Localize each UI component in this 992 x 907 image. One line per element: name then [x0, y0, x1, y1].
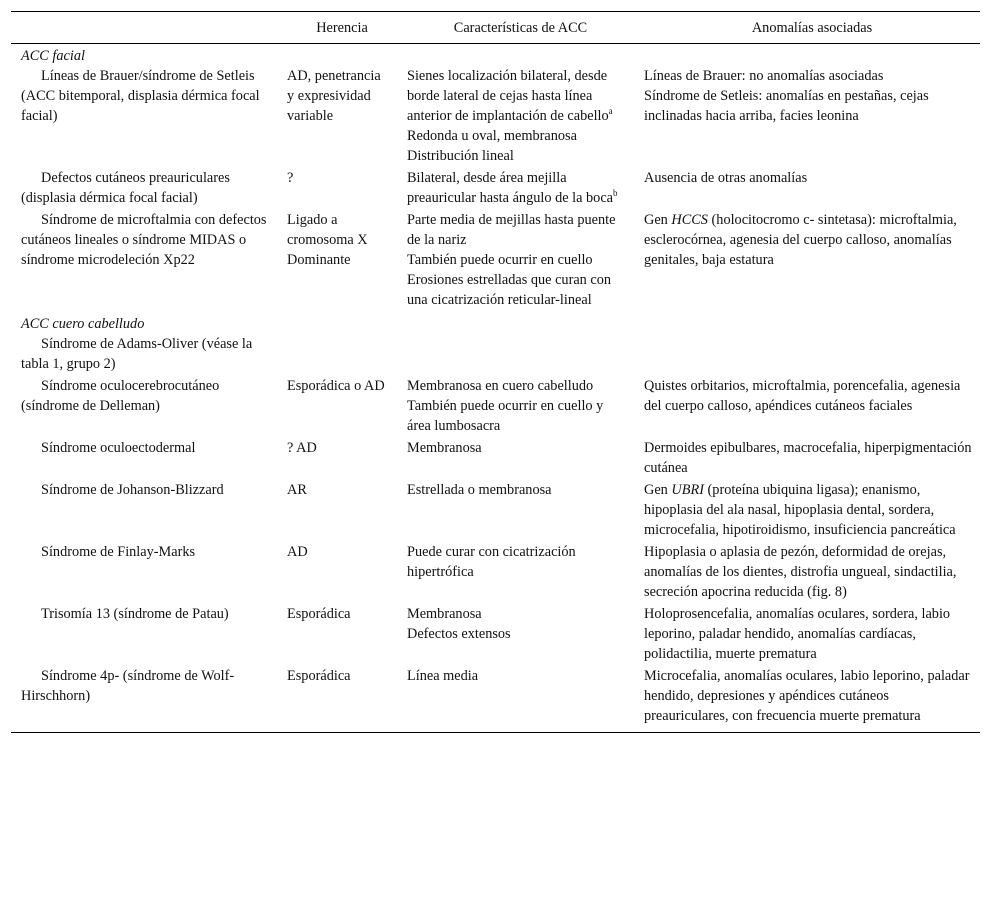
table-row: [11, 542, 980, 604]
caracteristicas-cell: [397, 334, 634, 376]
syndrome-name: Síndrome de Finlay-Marks: [41, 544, 196, 560]
caracteristica-text: Redonda u oval, membranosa: [407, 128, 577, 144]
anomalias-cell: [634, 376, 980, 438]
caracteristica-line: [407, 542, 626, 582]
anomalias-cell: [634, 334, 980, 376]
gene-description: (proteína ubiquina ligasa); enanismo, hipoplasia del ala nasal, hipoplasia dental, sordera, microcefalia, hipotiroidismo, insuficiencia pancreática: [644, 482, 956, 538]
caracteristica-line: [407, 66, 626, 126]
syndrome-name: Síndrome 4p- (síndrome de Wolf-Hirschhorn): [11, 666, 277, 733]
herencia-cell: Ligado a cromosoma X Dominante: [287, 212, 368, 268]
header-row: [11, 12, 980, 44]
caracteristica-text: También puede ocurrir en cuello: [407, 252, 593, 268]
caracteristicas-cell: [397, 666, 634, 733]
anomalias-cell: [634, 480, 980, 542]
caracteristicas-cell: [397, 438, 634, 480]
syndrome-name: Síndrome de microftalmia con defectos cutáneos lineales o síndrome MIDAS o síndrome microdeleción Xp22: [21, 212, 267, 268]
anomalia-line: Ausencia de otras anomalías: [644, 170, 808, 186]
anomalias-cell: [634, 666, 980, 733]
caracteristica-text: Membranosa: [407, 606, 482, 622]
caracteristica-text: Membranosa: [407, 440, 482, 456]
syndrome-name: Síndrome de Johanson-Blizzard: [41, 482, 224, 498]
caracteristica-text: Erosiones estrelladas que curan con una cicatrización reticular-lineal: [407, 272, 612, 308]
header-cell-name: [11, 12, 277, 44]
section-title: ACC facial: [21, 48, 85, 64]
caracteristica-line: [407, 168, 626, 208]
caracteristica-line: [407, 126, 626, 146]
caracteristica-text: Membranosa en cuero cabelludo: [407, 378, 594, 394]
caracteristica-text: Bilateral, desde área mejilla preauricular hasta ángulo de la boca: [407, 170, 614, 206]
caracteristica-line: [407, 250, 626, 270]
caracteristica-text: También puede ocurrir en cuello y área lumbosacra: [407, 398, 604, 434]
syndrome-name: Trisomía 13 (síndrome de Patau): [41, 606, 229, 622]
herencia-cell: Esporádica: [277, 666, 397, 733]
gene-name: UBRI: [671, 482, 704, 498]
header-cell-caracteristicas: Características de ACC: [397, 12, 634, 44]
anomalias-cell: [634, 66, 980, 168]
caracteristicas-cell: [397, 604, 634, 666]
table-row: [11, 666, 980, 733]
table-row: [11, 480, 980, 542]
caracteristicas-cell: [397, 168, 634, 210]
herencia-cell: AR: [287, 482, 307, 498]
caracteristica-text: Estrellada o membranosa: [407, 482, 552, 498]
acc-table: [11, 11, 980, 733]
caracteristica-line: [407, 604, 626, 624]
caracteristica-text: Sienes localización bilateral, desde borde lateral de cejas hasta línea anterior de implantación de cabello: [407, 68, 609, 124]
caracteristica-text: Puede curar con cicatrización hipertrófica: [407, 544, 576, 580]
section-title: ACC cuero cabelludo: [21, 316, 145, 332]
anomalia-line: [644, 210, 972, 270]
gene-name: HCCS: [671, 212, 708, 228]
caracteristicas-cell: [397, 376, 634, 438]
gene-prefix: Gen: [644, 482, 668, 498]
caracteristica-line: [407, 396, 626, 436]
table-row: [11, 334, 980, 376]
herencia-cell: AD: [287, 544, 308, 560]
caracteristica-text: Distribución lineal: [407, 148, 514, 164]
caracteristica-line: [407, 210, 626, 250]
herencia-cell: AD, penetrancia y expresividad variable: [287, 68, 381, 124]
caracteristica-line: [407, 666, 626, 686]
caracteristicas-cell: [397, 210, 634, 312]
caracteristica-text: Línea media: [407, 668, 479, 684]
header-cell-herencia: Herencia: [277, 12, 397, 44]
herencia-cell: Esporádica o AD: [287, 378, 385, 394]
caracteristica-line: [407, 376, 626, 396]
gene-prefix: Gen: [644, 212, 668, 228]
footnote-mark: b: [613, 188, 618, 199]
herencia-cell: [277, 334, 397, 376]
anomalia-line: [644, 480, 972, 540]
caracteristica-line: [407, 270, 626, 310]
caracteristica-text: Defectos extensos: [407, 626, 511, 642]
syndrome-name: Defectos cutáneos preauriculares (displasia dérmica focal facial): [21, 170, 230, 206]
herencia-cell: ?: [287, 170, 294, 186]
anomalia-line: Síndrome de Setleis: anomalías en pestañas, cejas inclinadas hacia arriba, facies leonina: [644, 88, 929, 124]
anomalias-cell: [634, 210, 980, 312]
caracteristica-line: [407, 438, 626, 458]
anomalia-line: Líneas de Brauer: no anomalías asociadas: [644, 68, 884, 84]
herencia-cell: ? AD: [287, 440, 317, 456]
table-row: [11, 438, 980, 480]
anomalia-line: Dermoides epibulbares, macrocefalia, hiperpigmentación cutánea: [644, 440, 972, 476]
table-body: [11, 44, 980, 733]
anomalia-line: Hipoplasia o aplasia de pezón, deformidad de orejas, anomalías de los dientes, distrofia ungueal, sindactilia, secreción apocrina reducida (fig. 8): [644, 544, 957, 600]
caracteristicas-cell: [397, 66, 634, 168]
anomalia-line: Microcefalia, anomalías oculares, labio leporino, paladar hendido, depresiones y apéndices cutáneos preauriculares, con frecuencia muerte prematura: [644, 668, 970, 724]
syndrome-name: Síndrome de Adams-Oliver (véase la tabla 1, grupo 2): [21, 336, 253, 372]
table-row: [11, 604, 980, 666]
syndrome-name: Líneas de Brauer/síndrome de Setleis (ACC bitemporal, displasia dérmica focal facial): [21, 68, 260, 124]
herencia-cell: Esporádica: [287, 606, 351, 622]
section-row: [11, 312, 980, 334]
anomalias-cell: [634, 542, 980, 604]
table-row: [11, 168, 980, 210]
anomalias-cell: [634, 604, 980, 666]
syndrome-name: Síndrome oculocerebrocutáneo (síndrome de Delleman): [21, 378, 220, 414]
anomalias-cell: [634, 438, 980, 480]
syndrome-name: Síndrome oculoectodermal: [41, 440, 196, 456]
caracteristicas-cell: [397, 542, 634, 604]
caracteristica-line: [407, 624, 626, 644]
anomalia-line: Holoprosencefalia, anomalías oculares, sordera, labio leporino, paladar hendido, anomalías cardíacas, polidactilia, muerte prematura: [644, 606, 951, 662]
gene-description: (holocitocromo c- sintetasa): microftalmia, esclerocórnea, agenesia del cuerpo calloso, anomalías genitales, baja estatura: [644, 212, 957, 268]
table-row: [11, 66, 980, 168]
caracteristicas-cell: [397, 480, 634, 542]
table-row: [11, 376, 980, 438]
caracteristica-line: [407, 146, 626, 166]
caracteristica-text: Parte media de mejillas hasta puente de la nariz: [407, 212, 616, 248]
footnote-mark: a: [608, 106, 613, 117]
section-row: [11, 44, 980, 67]
header-cell-anomalias: Anomalías asociadas: [634, 12, 980, 44]
anomalias-cell: [634, 168, 980, 210]
caracteristica-line: [407, 480, 626, 500]
anomalia-line: Quistes orbitarios, microftalmia, porencefalia, agenesia del cuerpo calloso, apéndices cutáneos faciales: [644, 378, 961, 414]
table-row: [11, 210, 980, 312]
